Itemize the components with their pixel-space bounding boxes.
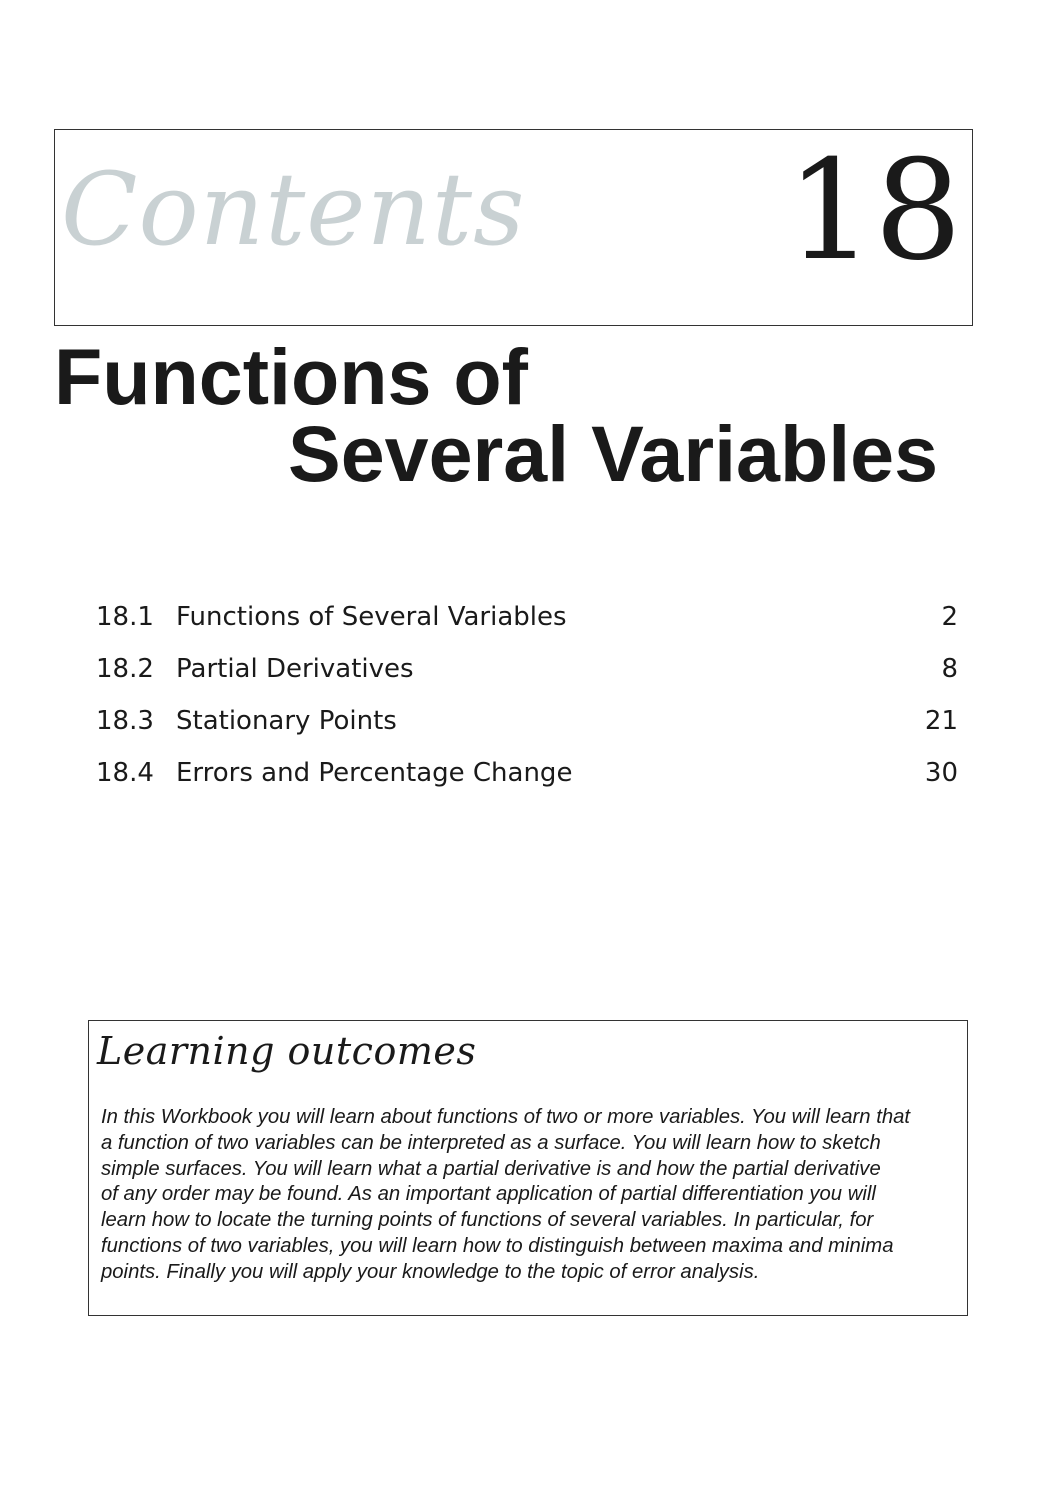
toc-section-number: 18.3 (96, 706, 154, 736)
learning-outcomes-heading: Learning outcomes (97, 1029, 477, 1073)
toc-section-number: 18.4 (96, 758, 154, 788)
chapter-title-line-2: Several Variables (288, 409, 939, 498)
toc-section-number: 18.2 (96, 654, 154, 684)
toc-page-number: 21 (924, 706, 958, 736)
table-of-contents (96, 598, 962, 806)
toc-section-title: Stationary Points (176, 706, 397, 736)
toc-entry-18-1[interactable] (96, 598, 962, 650)
toc-page-number: 30 (924, 758, 958, 788)
learning-outcomes-line: functions of two variables, you will learn how to distinguish between maxima and minima (101, 1234, 894, 1257)
learning-outcomes-line: simple surfaces. You will learn what a partial derivative is and how the partial derivative (101, 1157, 881, 1180)
learning-outcomes-line: learn how to locate the turning points of functions of several variables. In particular, for (101, 1209, 874, 1232)
learning-outcomes-box (88, 1020, 968, 1316)
toc-page-number: 8 (941, 654, 958, 684)
toc-section-title: Functions of Several Variables (176, 602, 567, 632)
chapter-number: 18 (786, 130, 962, 291)
chapter-title-line-1: Functions of (54, 332, 528, 421)
toc-entry-18-3[interactable] (96, 702, 962, 754)
toc-page-number: 2 (941, 602, 958, 632)
chapter-header-box (54, 129, 973, 326)
learning-outcomes-line: In this Workbook you will learn about functions of two or more variables. You will learn that (101, 1106, 911, 1128)
contents-label: Contents (61, 151, 526, 268)
toc-section-title: Partial Derivatives (176, 654, 414, 684)
learning-outcomes-text (101, 1105, 961, 1286)
learning-outcomes-line: a function of two variables can be interpreted as a surface. You will learn how to sketch (101, 1131, 881, 1154)
toc-entry-18-4[interactable] (96, 754, 962, 806)
toc-entry-18-2[interactable] (96, 650, 962, 702)
toc-section-number: 18.1 (96, 602, 154, 632)
learning-outcomes-line: of any order may be found. As an important application of partial differentiation you will (101, 1183, 876, 1206)
learning-outcomes-line: points. Finally you will apply your knowledge to the topic of error analysis. (101, 1260, 760, 1283)
toc-section-title: Errors and Percentage Change (176, 758, 573, 788)
